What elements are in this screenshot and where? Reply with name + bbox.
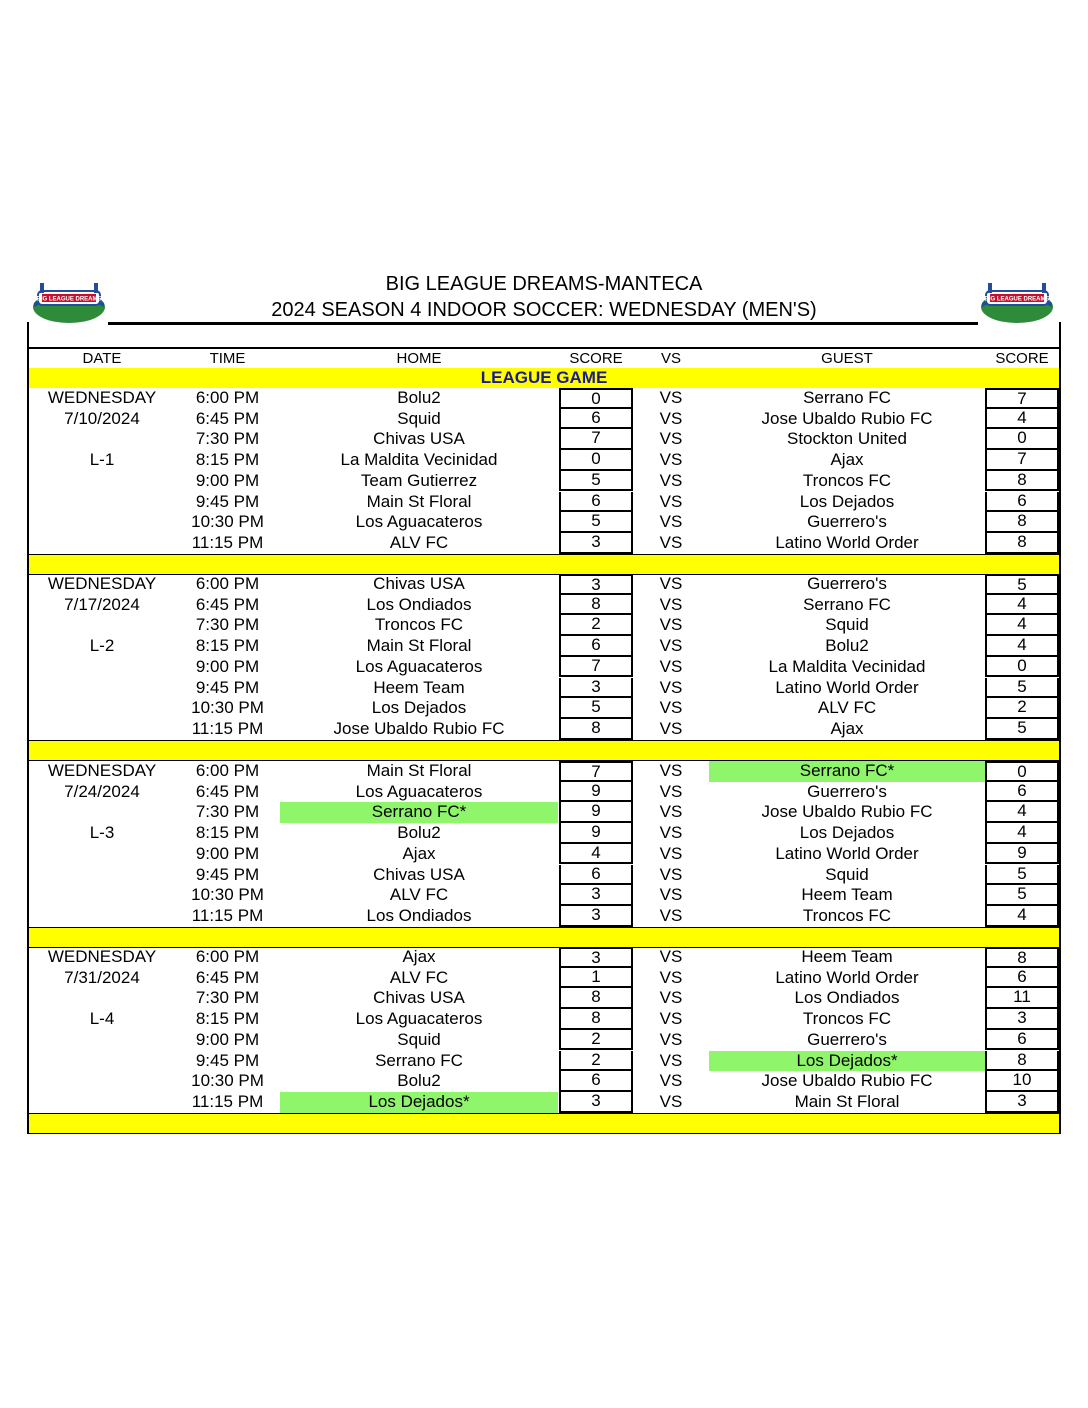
game-time: 9:45 PM xyxy=(195,491,260,511)
table-row xyxy=(29,1030,1059,1051)
game-time: 9:45 PM xyxy=(195,864,260,884)
table-row xyxy=(29,1051,1059,1072)
guest-score: 4 xyxy=(985,615,1059,636)
home-team: Los Dejados* xyxy=(280,1092,558,1113)
guest-score: 5 xyxy=(985,719,1059,740)
week-date: 7/17/2024 xyxy=(64,594,140,614)
game-time: 6:45 PM xyxy=(195,781,260,801)
home-team: ALV FC xyxy=(389,532,449,552)
guest-team: ALV FC xyxy=(817,698,877,718)
table-row xyxy=(29,906,1059,927)
table-row xyxy=(29,574,1059,595)
home-team: ALV FC xyxy=(389,967,449,987)
vs-label: VS xyxy=(659,408,683,428)
table-row xyxy=(29,782,1059,803)
column-header-time: TIME xyxy=(209,350,246,367)
guest-score: 8 xyxy=(985,1051,1059,1072)
guest-team: Stockton United xyxy=(786,429,907,449)
guest-score: 2 xyxy=(985,698,1059,719)
column-header-guest-score: SCORE xyxy=(995,350,1049,367)
guest-team: Jose Ubaldo Rubio FC xyxy=(761,1071,933,1091)
home-score: 3 xyxy=(559,1092,633,1113)
guest-team: Bolu2 xyxy=(825,636,869,656)
week-day: WEDNESDAY xyxy=(47,388,157,407)
home-team: ALV FC xyxy=(389,885,449,905)
guest-team: Los Dejados* xyxy=(709,1051,985,1072)
home-team: Bolu2 xyxy=(397,388,441,407)
game-time: 7:30 PM xyxy=(195,988,260,1008)
table-row xyxy=(29,844,1059,865)
guest-score: 6 xyxy=(985,1030,1059,1051)
table-row xyxy=(29,1092,1059,1113)
guest-team: Heem Team xyxy=(801,885,893,905)
table-row xyxy=(29,429,1059,450)
week-date: 7/24/2024 xyxy=(64,781,140,801)
vs-label: VS xyxy=(659,1071,683,1091)
guest-score: 4 xyxy=(985,636,1059,657)
home-score: 5 xyxy=(559,512,633,533)
home-score: 6 xyxy=(559,865,633,886)
game-time: 9:45 PM xyxy=(195,677,260,697)
week-day: WEDNESDAY xyxy=(47,761,157,780)
home-score: 0 xyxy=(559,388,633,409)
home-team: Main St Floral xyxy=(366,761,472,780)
table-row xyxy=(29,678,1059,699)
home-team: Main St Floral xyxy=(366,491,472,511)
week-code: L-4 xyxy=(89,1009,115,1029)
vs-label: VS xyxy=(659,843,683,863)
home-score: 8 xyxy=(559,988,633,1009)
home-score: 8 xyxy=(559,719,633,740)
week-code: L-3 xyxy=(89,823,115,843)
vs-label: VS xyxy=(659,532,683,552)
guest-score: 0 xyxy=(985,429,1059,450)
table-row xyxy=(29,657,1059,678)
guest-team: Los Ondiados xyxy=(794,988,900,1008)
vs-label: VS xyxy=(659,615,683,635)
game-time: 9:00 PM xyxy=(195,470,260,490)
vs-label: VS xyxy=(659,388,683,407)
home-score: 6 xyxy=(559,1071,633,1092)
guest-team: La Maldita Vecinidad xyxy=(768,656,926,676)
game-time: 6:45 PM xyxy=(195,967,260,987)
home-score: 8 xyxy=(559,1009,633,1030)
home-score: 7 xyxy=(559,657,633,678)
home-team: Bolu2 xyxy=(397,823,441,843)
column-header-home: HOME xyxy=(396,350,442,367)
guest-team: Jose Ubaldo Rubio FC xyxy=(761,802,933,822)
home-team: Los Aguacateros xyxy=(355,512,483,532)
page-subtitle: 2024 SEASON 4 INDOOR SOCCER: WEDNESDAY (MEN'S) xyxy=(271,299,817,321)
home-team: Heem Team xyxy=(373,677,465,697)
game-time: 9:45 PM xyxy=(195,1050,260,1070)
vs-label: VS xyxy=(659,781,683,801)
week-separator-band xyxy=(29,554,1059,575)
game-time: 11:15 PM xyxy=(191,532,264,552)
home-team: Jose Ubaldo Rubio FC xyxy=(333,718,505,738)
game-time: 10:30 PM xyxy=(191,512,264,532)
guest-score: 4 xyxy=(985,595,1059,616)
vs-label: VS xyxy=(659,1029,683,1049)
guest-score: 0 xyxy=(985,761,1059,782)
vs-label: VS xyxy=(659,905,683,925)
game-time: 9:00 PM xyxy=(195,656,260,676)
vs-label: VS xyxy=(659,885,683,905)
table-row xyxy=(29,595,1059,616)
home-score: 6 xyxy=(559,492,633,513)
game-time: 6:00 PM xyxy=(195,574,260,593)
guest-score: 8 xyxy=(985,947,1059,968)
table-row xyxy=(29,802,1059,823)
guest-score: 7 xyxy=(985,388,1059,409)
home-team: Squid xyxy=(397,408,441,428)
home-score: 6 xyxy=(559,636,633,657)
week-code: L-2 xyxy=(89,636,115,656)
vs-label: VS xyxy=(659,470,683,490)
week-separator-band xyxy=(29,740,1059,761)
guest-score: 6 xyxy=(985,968,1059,989)
vs-label: VS xyxy=(659,594,683,614)
home-score: 5 xyxy=(559,471,633,492)
table-row xyxy=(29,492,1059,513)
guest-team: Latino World Order xyxy=(775,532,919,552)
guest-team: Troncos FC xyxy=(802,470,892,490)
guest-team: Los Dejados xyxy=(799,491,895,511)
home-team: Serrano FC* xyxy=(280,802,558,823)
guest-score: 10 xyxy=(985,1071,1059,1092)
game-time: 7:30 PM xyxy=(195,802,260,822)
table-row xyxy=(29,823,1059,844)
guest-team: Guerrero's xyxy=(807,512,887,532)
table-row xyxy=(29,968,1059,989)
game-time: 6:00 PM xyxy=(195,761,260,780)
home-team: Main St Floral xyxy=(366,636,472,656)
home-team: La Maldita Vecinidad xyxy=(340,450,498,470)
column-header-vs: VS xyxy=(660,350,681,367)
vs-label: VS xyxy=(659,823,683,843)
home-team: Ajax xyxy=(402,843,436,863)
table-row xyxy=(29,471,1059,492)
game-time: 8:15 PM xyxy=(195,1009,260,1029)
column-header-home-score: SCORE xyxy=(569,350,623,367)
week-separator-band xyxy=(29,927,1059,948)
game-time: 11:15 PM xyxy=(191,1091,264,1111)
guest-team: Latino World Order xyxy=(775,677,919,697)
guest-team: Latino World Order xyxy=(775,967,919,987)
table-row xyxy=(29,533,1059,554)
guest-team: Latino World Order xyxy=(775,843,919,863)
home-score: 8 xyxy=(559,595,633,616)
guest-score: 9 xyxy=(985,844,1059,865)
guest-score: 4 xyxy=(985,906,1059,927)
table-row xyxy=(29,636,1059,657)
home-team: Squid xyxy=(397,1029,441,1049)
table-row xyxy=(29,388,1059,409)
league-game-band: LEAGUE GAME xyxy=(29,368,1059,388)
home-team: Chivas USA xyxy=(373,429,465,449)
week-day: WEDNESDAY xyxy=(47,947,157,966)
vs-label: VS xyxy=(659,450,683,470)
home-team: Los Dejados xyxy=(371,698,467,718)
game-time: 8:15 PM xyxy=(195,450,260,470)
guest-score: 8 xyxy=(985,471,1059,492)
guest-score: 5 xyxy=(985,678,1059,699)
week-separator-band xyxy=(29,1113,1059,1134)
home-score: 9 xyxy=(559,782,633,803)
vs-label: VS xyxy=(659,636,683,656)
week-code: L-1 xyxy=(89,450,115,470)
guest-score: 3 xyxy=(985,1009,1059,1030)
game-time: 7:30 PM xyxy=(195,615,260,635)
game-time: 11:15 PM xyxy=(191,905,264,925)
vs-label: VS xyxy=(659,718,683,738)
home-team: Los Ondiados xyxy=(366,905,472,925)
guest-team: Guerrero's xyxy=(807,1029,887,1049)
guest-team: Squid xyxy=(825,864,869,884)
column-header-date: DATE xyxy=(82,350,122,367)
table-row xyxy=(29,885,1059,906)
table-row xyxy=(29,450,1059,471)
table-row xyxy=(29,761,1059,782)
column-header-row xyxy=(29,349,1059,370)
home-score: 3 xyxy=(559,885,633,906)
home-score: 3 xyxy=(559,678,633,699)
guest-score: 0 xyxy=(985,657,1059,678)
week-day: WEDNESDAY xyxy=(47,574,157,593)
table-row xyxy=(29,409,1059,430)
home-score: 1 xyxy=(559,968,633,989)
table-row xyxy=(29,947,1059,968)
vs-label: VS xyxy=(659,677,683,697)
vs-label: VS xyxy=(659,1050,683,1070)
game-time: 9:00 PM xyxy=(195,1029,260,1049)
vs-label: VS xyxy=(659,802,683,822)
vs-label: VS xyxy=(659,1091,683,1111)
home-score: 9 xyxy=(559,802,633,823)
home-score: 7 xyxy=(559,429,633,450)
home-score: 4 xyxy=(559,844,633,865)
guest-team: Los Dejados xyxy=(799,823,895,843)
home-team: Team Gutierrez xyxy=(360,470,478,490)
guest-team: Main St Floral xyxy=(794,1091,900,1111)
game-time: 10:30 PM xyxy=(191,698,264,718)
guest-score: 3 xyxy=(985,1092,1059,1113)
vs-label: VS xyxy=(659,988,683,1008)
game-time: 10:30 PM xyxy=(191,1071,264,1091)
home-team: Bolu2 xyxy=(397,1071,441,1091)
home-score: 2 xyxy=(559,1030,633,1051)
vs-label: VS xyxy=(659,491,683,511)
vs-label: VS xyxy=(659,656,683,676)
week-date: 7/31/2024 xyxy=(64,967,140,987)
home-team: Chivas USA xyxy=(373,988,465,1008)
table-row xyxy=(29,865,1059,886)
vs-label: VS xyxy=(659,698,683,718)
game-time: 6:45 PM xyxy=(195,594,260,614)
game-time: 6:45 PM xyxy=(195,408,260,428)
guest-score: 5 xyxy=(985,574,1059,595)
svg-text:BIG LEAGUE DREAMS: BIG LEAGUE DREAMS xyxy=(36,296,102,303)
guest-team: Guerrero's xyxy=(807,781,887,801)
table-row xyxy=(29,1071,1059,1092)
guest-team: Serrano FC xyxy=(803,388,891,407)
guest-team: Squid xyxy=(825,615,869,635)
home-team: Chivas USA xyxy=(373,864,465,884)
vs-label: VS xyxy=(659,864,683,884)
game-time: 8:15 PM xyxy=(195,823,260,843)
column-header-guest: GUEST xyxy=(821,350,873,367)
guest-team: Troncos FC xyxy=(802,905,892,925)
home-score: 2 xyxy=(559,615,633,636)
home-score: 2 xyxy=(559,1051,633,1072)
home-team: Ajax xyxy=(402,947,436,966)
home-score: 3 xyxy=(559,533,633,554)
page-title: BIG LEAGUE DREAMS-MANTECA xyxy=(385,273,703,295)
guest-team: Ajax xyxy=(830,718,864,738)
home-team: Troncos FC xyxy=(374,615,464,635)
guest-score: 5 xyxy=(985,865,1059,886)
guest-score: 8 xyxy=(985,512,1059,533)
vs-label: VS xyxy=(659,512,683,532)
guest-score: 6 xyxy=(985,492,1059,513)
guest-score: 6 xyxy=(985,782,1059,803)
guest-team: Guerrero's xyxy=(807,574,887,593)
game-time: 6:00 PM xyxy=(195,947,260,966)
home-score: 3 xyxy=(559,574,633,595)
vs-label: VS xyxy=(659,947,683,966)
home-score: 5 xyxy=(559,698,633,719)
home-team: Los Aguacateros xyxy=(355,1009,483,1029)
home-team: Los Ondiados xyxy=(366,594,472,614)
table-row xyxy=(29,1009,1059,1030)
vs-label: VS xyxy=(659,1009,683,1029)
vs-label: VS xyxy=(659,967,683,987)
guest-score: 4 xyxy=(985,802,1059,823)
table-row xyxy=(29,615,1059,636)
home-score: 7 xyxy=(559,761,633,782)
guest-score: 7 xyxy=(985,450,1059,471)
home-score: 3 xyxy=(559,947,633,968)
home-team: Los Aguacateros xyxy=(355,656,483,676)
guest-score: 4 xyxy=(985,823,1059,844)
table-row xyxy=(29,512,1059,533)
vs-label: VS xyxy=(659,429,683,449)
header-rule xyxy=(27,347,1061,349)
guest-team: Jose Ubaldo Rubio FC xyxy=(761,408,933,428)
table-row xyxy=(29,719,1059,740)
home-score: 3 xyxy=(559,906,633,927)
vs-label: VS xyxy=(659,574,683,593)
game-time: 9:00 PM xyxy=(195,843,260,863)
home-team: Chivas USA xyxy=(373,574,465,593)
guest-team: Serrano FC xyxy=(803,594,891,614)
guest-team: Ajax xyxy=(830,450,864,470)
guest-score: 4 xyxy=(985,409,1059,430)
guest-score: 5 xyxy=(985,885,1059,906)
table-row xyxy=(29,698,1059,719)
table-row xyxy=(29,988,1059,1009)
home-score: 0 xyxy=(559,450,633,471)
home-score: 9 xyxy=(559,823,633,844)
game-time: 8:15 PM xyxy=(195,636,260,656)
home-score: 6 xyxy=(559,409,633,430)
home-team: Serrano FC xyxy=(375,1050,463,1070)
week-date: 7/10/2024 xyxy=(64,408,140,428)
guest-score: 11 xyxy=(985,988,1059,1009)
guest-team: Troncos FC xyxy=(802,1009,892,1029)
guest-score: 8 xyxy=(985,533,1059,554)
game-time: 6:00 PM xyxy=(195,388,260,407)
game-time: 11:15 PM xyxy=(191,718,264,738)
game-time: 7:30 PM xyxy=(195,429,260,449)
guest-team: Serrano FC* xyxy=(709,761,985,782)
game-time: 10:30 PM xyxy=(191,885,264,905)
vs-label: VS xyxy=(659,761,683,780)
home-team: Los Aguacateros xyxy=(355,781,483,801)
svg-text:BIG LEAGUE DREAMS: BIG LEAGUE DREAMS xyxy=(984,296,1050,303)
guest-team: Heem Team xyxy=(801,947,893,966)
